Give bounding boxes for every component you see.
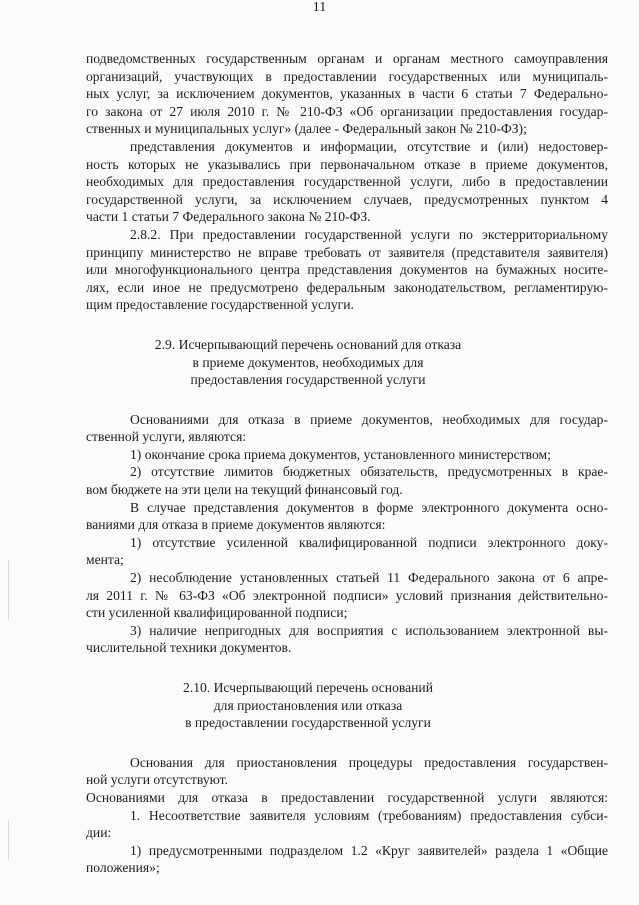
text-line: го закона от 27 июля 2010 г. № 210-ФЗ «Об организации предоставления государ- [86,103,608,119]
text-line: ных услуг, за исключением документов, указанных в части 6 статьи 7 Федерально- [86,86,608,102]
text-line: Основания для приостановления процедуры предоставления государствен- [130,754,608,770]
text-line: 3) наличие непригодных для восприятия с использованием электронной вы- [130,622,608,638]
text-line: ственных и муниципальных услуг» (далее - Федеральный закон № 210-ФЗ); [86,121,527,137]
document-body [88,50,608,877]
text-line: 2) несоблюдение установленных статьей 11 Федерального закона от 6 апре- [130,570,608,586]
paragraph-suspension-refusal [88,754,608,877]
text-line: числительной техники документов. [86,640,292,656]
heading-line: 2.10. Исчерпывающий перечень оснований [183,680,433,695]
text-line: 2.8.2. При предоставлении государственной услуги по экстерриториальному [130,226,608,242]
text-line: 1) отсутствие усиленной квалифицированной подписи электронного доку- [130,534,608,550]
section-heading-2-9 [48,336,608,389]
text-line: ваниями для отказа в приеме документов являются: [86,517,386,533]
heading-line: предоставления государственной услуги [190,372,426,388]
text-line: ность которых не указывались при первоначальном отказе в приеме документов, [86,156,608,172]
text-line: подведомственных государственным органам и органам местного самоуправления [86,51,608,66]
scan-edge-mark [8,560,9,620]
text-line: или многофункционального центра представления документов на бумажных носите- [86,262,608,278]
heading-line: в приеме документов, необходимых для [192,354,424,370]
text-line: ственной услуги, являются: [86,429,247,445]
paragraph-2-8-2 [88,226,608,314]
text-line: 1) окончание срока приема документов, установленного министерством; [130,446,551,462]
text-line: государственной услуги, за исключением случаев, предусмотренных пунктом 4 [86,191,608,207]
page-number: 11 [312,0,327,15]
heading-line: в предоставлении государственной услуги [185,715,431,731]
text-line: Основаниями для отказа в предоставлении государственной услуги являются: [86,789,608,805]
text-line: положения»; [86,860,160,876]
text-line: дии: [86,825,112,841]
text-line: необходимых для предоставления государственной услуги, либо в предоставлении [86,174,608,190]
text-line: 1) предусмотренными подразделом 1.2 «Круг заявителей» раздела 1 «Общие [130,842,608,858]
paragraph-refusal-grounds [88,411,608,657]
scan-edge-mark [8,820,9,860]
heading-line: для приостановления или отказа [213,697,403,713]
text-line: принципу министерство не вправе требовать от заявителя (представителя заявителя) [86,244,608,260]
text-line: щим предоставление государственной услуги. [86,297,354,313]
paragraph-documents-information [88,138,608,226]
text-line: ной услуги отсутствуют. [86,772,228,788]
section-heading-2-10 [48,679,608,732]
heading-line: 2.9. Исчерпывающий перечень оснований для отказа [154,336,462,352]
paragraph-exclusion-docs [88,50,608,138]
text-line: лях, если иное не предусмотрено федеральным законодательством, регламентирую- [86,279,608,295]
text-line: 2) отсутствие лимитов бюджетных обязательств, предусмотренных в крае- [130,464,608,480]
text-line: 1. Несоответствие заявителя условиям (требованиям) предоставления субси- [130,807,608,823]
text-line: Основаниями для отказа в приеме документов, необходимых для государ- [130,411,608,427]
text-line: представления документов и информации, отсутствие и (или) недостовер- [130,138,608,154]
text-line: мента; [86,552,124,568]
text-line: вом бюджете на эти цели на текущий финансовый год. [86,482,403,498]
text-line: сти усиленной квалифицированной подписи; [86,605,348,621]
text-line: организаций, участвующих в предоставлении государственных или муниципаль- [86,68,608,84]
text-line: ля 2011 г. № 63-ФЗ «Об электронной подписи» условий признания действительно- [86,587,608,603]
text-line: В случае представления документов в форме электронного документа осно- [130,499,608,515]
text-line: части 1 статьи 7 Федерального закона № 210-ФЗ. [86,209,371,225]
